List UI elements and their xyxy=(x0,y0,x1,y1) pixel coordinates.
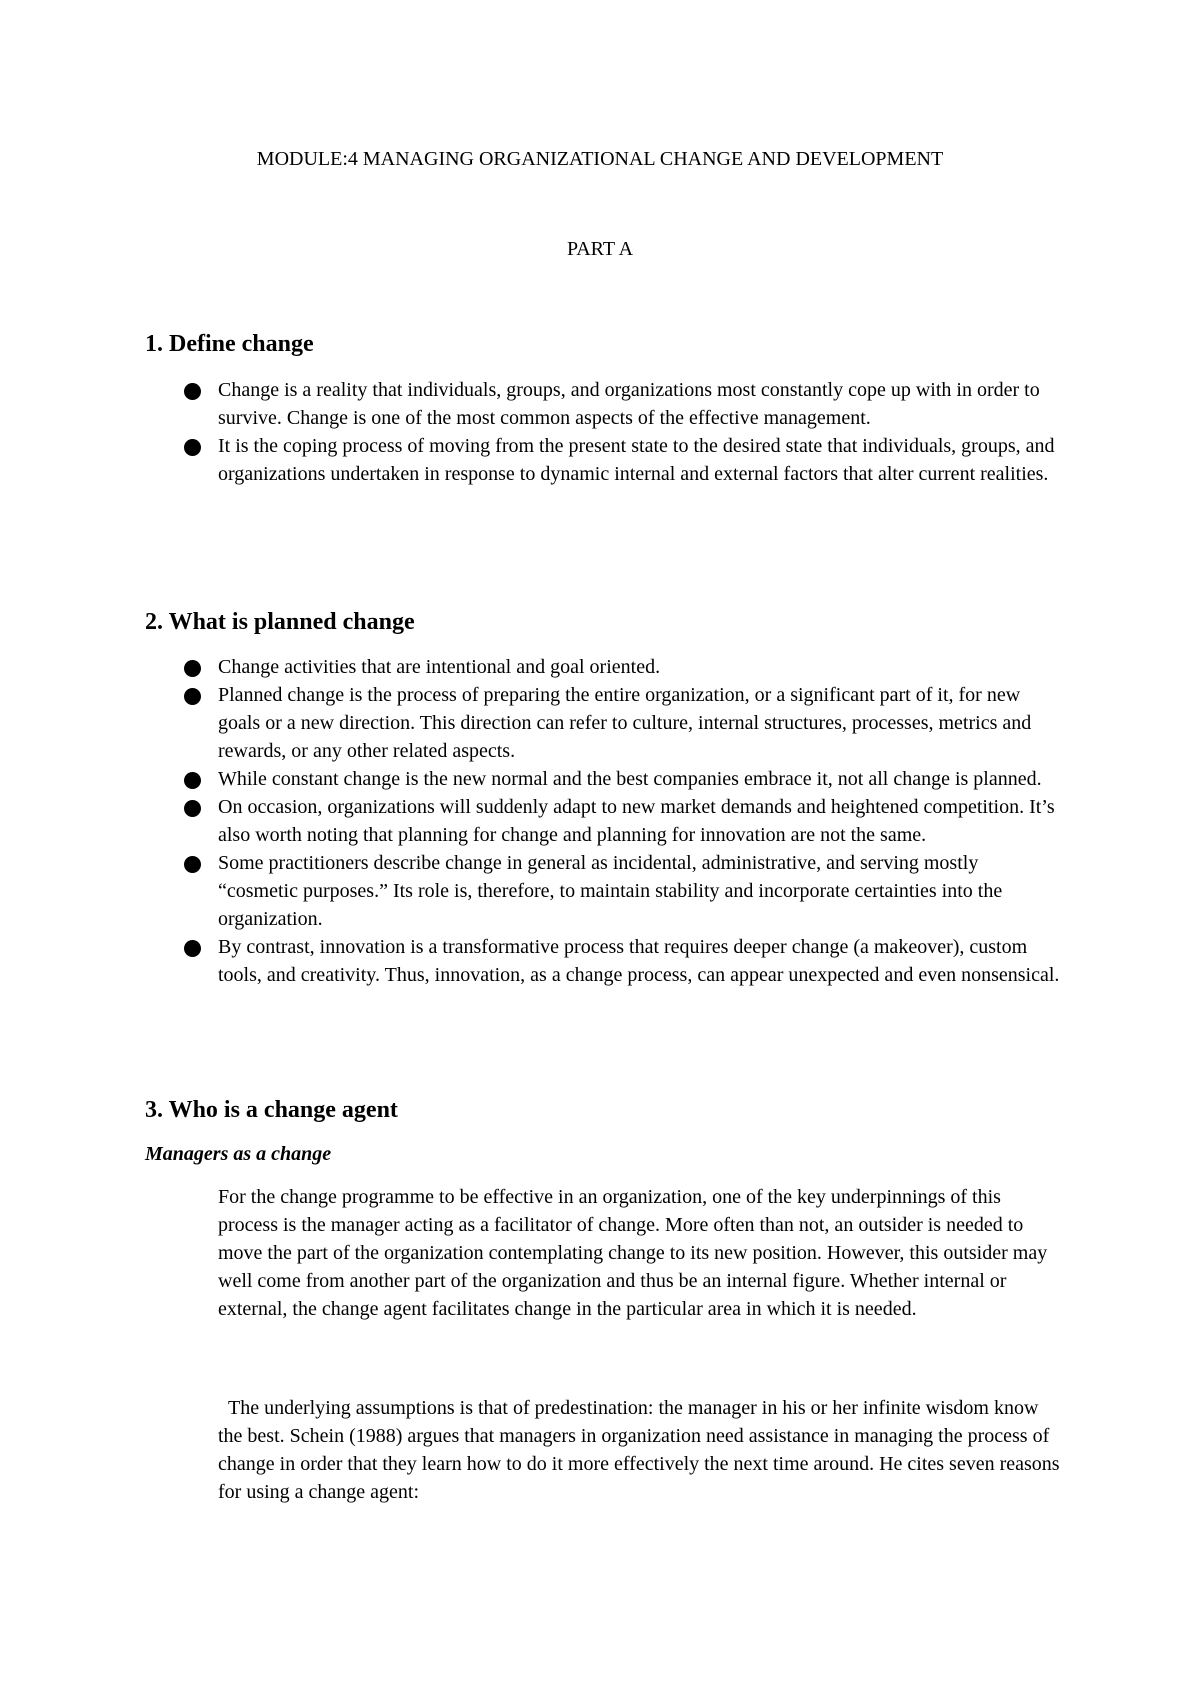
section-heading-define-change: 1. Define change xyxy=(145,331,314,357)
list-item xyxy=(0,432,1200,488)
list-item xyxy=(0,681,1200,765)
bullet-icon xyxy=(184,856,201,873)
list-item-text: Planned change is the process of preparing the entire organization, or a significant part of it, for new goals or a new direction. This direction can refer to culture, internal structures, processes, metrics and rewards, or any other related aspects. xyxy=(218,684,1032,762)
paragraph-underlying-assumptions: The underlying assumptions is that of predestination: the manager in his or her infinite wisdom know the best. Schein (1988) argues that managers in organization need assistance in managing the process of change in order that they learn how to do it more effectively the next time around. He cites seven reasons for using a change agent: xyxy=(218,1397,1065,1503)
list-item-text: While constant change is the new normal and the best companies embrace it, not all change is planned. xyxy=(218,768,1042,790)
section-heading-planned-change: 2. What is planned change xyxy=(145,609,415,635)
bullet-icon xyxy=(184,772,201,789)
part-title: PART A xyxy=(566,238,634,260)
list-item xyxy=(0,849,1200,933)
bullet-icon xyxy=(184,800,201,817)
section-heading-change-agent: 3. Who is a change agent xyxy=(145,1097,398,1123)
bullet-icon xyxy=(184,660,201,677)
list-item xyxy=(0,653,1200,681)
bullet-icon xyxy=(184,383,201,400)
list-item-text: Change activities that are intentional and goal oriented. xyxy=(218,656,661,678)
planned-change-list xyxy=(0,653,1200,989)
bullet-icon xyxy=(184,439,201,456)
subheading-managers-as-change: Managers as a change xyxy=(145,1143,332,1165)
list-item xyxy=(0,376,1200,432)
list-item xyxy=(0,765,1200,793)
list-item-text: On occasion, organizations will suddenly adapt to new market demands and heightened competition. It’s also worth noting that planning for change and planning for innovation are not the same. xyxy=(218,796,1055,846)
define-change-list xyxy=(0,376,1200,488)
list-item xyxy=(0,793,1200,849)
list-item-text: Some practitioners describe change in general as incidental, administrative, and serving mostly “cosmetic purposes.” Its role is, therefore, to maintain stability and incorporate certainties into the organization. xyxy=(218,852,1003,930)
module-title: MODULE:4 MANAGING ORGANIZATIONAL CHANGE AND DEVELOPMENT xyxy=(256,148,944,170)
bullet-icon xyxy=(184,940,201,957)
list-item-text: By contrast, innovation is a transformative process that requires deeper change (a makeover), custom tools, and creativity. Thus, innovation, as a change process, can appear unexpected and even nonsensical. xyxy=(218,936,1060,986)
bullet-icon xyxy=(184,688,201,705)
paragraph-change-programme: For the change programme to be effective in an organization, one of the key underpinnings of this process is the manager acting as a facilitator of change. More often than not, an outsider is needed to move the part of the organization contemplating change to its new position. However, this outsider may well come from another part of the organization and thus be an internal figure. Whether internal or external, the change agent facilitates change in the particular area in which it is needed. xyxy=(218,1186,1048,1320)
list-item xyxy=(0,933,1200,989)
list-item-text: Change is a reality that individuals, groups, and organizations most constantly cope up with in order to survive. Change is one of the most common aspects of the effective management. xyxy=(218,379,1040,429)
list-item-text: It is the coping process of moving from the present state to the desired state that individuals, groups, and organizations undertaken in response to dynamic internal and external factors that alter current realities. xyxy=(218,435,1055,485)
